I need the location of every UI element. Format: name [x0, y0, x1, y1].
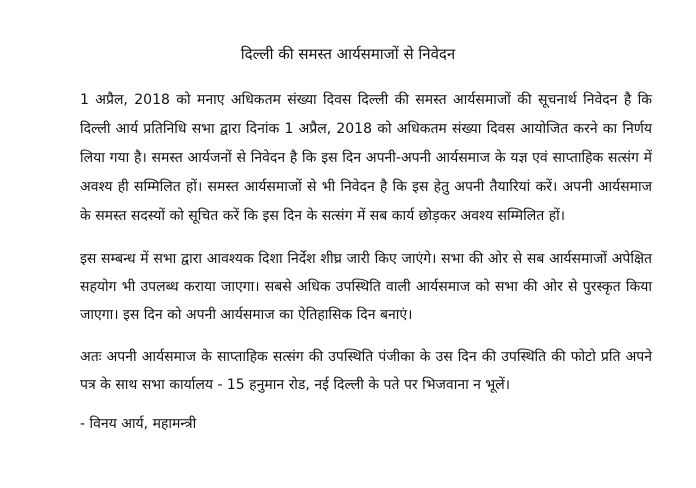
signature: - विनय आर्य, महामन्त्री	[80, 416, 197, 432]
paragraph-attendance-photo: अतः अपनी आर्यसमाज के साप्ताहिक सत्संग की उपस्थिति पंजीका के उस दिन की उपस्थिति की फोटो प्रति अपने पत्र के साथ सभा कार्यालय - 15 हनुमान रोड, नई दिल्ली के पते पर भिजवाना न भूलें।	[80, 349, 652, 393]
paragraph-announcement: 1 अप्रैल, 2018 को मनाए अधिकतम संख्या दिवस दिल्ली की समस्त आर्यसमाजों की सूचनार्थ निवेदन है कि दिल्ली आर्य प्रतिनिधि सभा द्वारा दिनांक 1 अप्रैल, 2018 को अधिकतम संख्या दिवस आयोजित करने का निर्णय लिया गया है। समस्त आर्यजनों से निवेदन है कि इस दिन अपनी-अपनी आर्यसमाज के यज्ञ एवं साप्ताहिक सत्संग में अवश्य ही सम्मिलित हों। समस्त आर्यसमाजों से भी निवेदन है कि इस हेतु अपनी तैयारियां करें। अपनी आर्यसमाज के समस्त सदस्यों को सूचित करें कि इस दिन के सत्संग में सब कार्य छोड़कर अवश्य सम्मिलित हों।	[80, 92, 652, 224]
paragraph-guidelines: इस सम्बन्ध में सभा द्वारा आवश्यक दिशा निर्देश शीघ्र जारी किए जाएंगे। सभा की ओर से सब आर्यसमाजों अपेक्षित सहयोग भी उपलब्ध कराया जाएगा। सबसे अधिक उपस्थिति वाली आर्यसमाज को सभा की ओर से पुरस्कृत किया जाएगा। इस दिन को अपनी आर्यसमाज का ऐतिहासिक दिन बनाएं।	[80, 251, 652, 323]
document-title: दिल्ली की समस्त आर्यसमाजों से निवेदन	[240, 45, 456, 63]
